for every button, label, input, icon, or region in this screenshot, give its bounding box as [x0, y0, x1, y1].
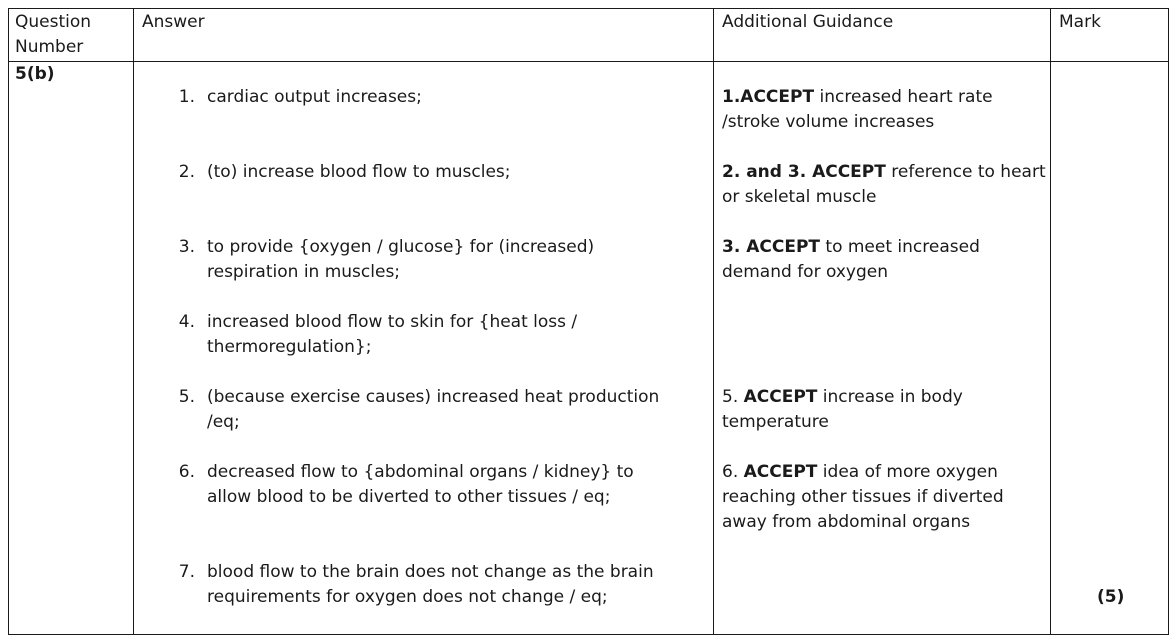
guidance-line: temperature	[722, 412, 829, 432]
answer-number: 2.	[178, 162, 195, 182]
guidance-line: 1.ACCEPT increased heart rate	[722, 87, 993, 107]
header-answer: Answer	[142, 12, 205, 32]
answer-text: (because exercise causes) increased heat production	[207, 387, 660, 407]
guidance-line: reaching other tissues if diverted	[722, 487, 1004, 507]
answer-text: blood flow to the brain does not change as the brain	[207, 562, 654, 582]
answer-text: thermoregulation};	[207, 337, 372, 357]
guidance-line: away from abdominal organs	[722, 512, 971, 532]
table-bottom-border	[8, 634, 1169, 635]
guidance-line: 6. ACCEPT idea of more oxygen	[722, 462, 998, 482]
answer-text: requirements for oxygen does not change / eq;	[207, 587, 608, 607]
table-left-border	[8, 8, 9, 635]
answer-text: respiration in muscles;	[207, 262, 401, 282]
mark-value: (5)	[1097, 587, 1125, 607]
guidance-line: 5. ACCEPT increase in body	[722, 387, 963, 407]
answer-text: allow blood to be diverted to other tissues / eq;	[207, 487, 611, 507]
answer-text: to provide {oxygen / glucose} for (increased)	[207, 237, 595, 257]
guidance-line: 3. ACCEPT to meet increased	[722, 237, 980, 257]
answer-number: 4.	[178, 312, 195, 332]
col-divider-mark	[1050, 8, 1051, 635]
header-additional-guidance: Additional Guidance	[722, 12, 894, 32]
header-mark: Mark	[1059, 12, 1101, 32]
table-top-border	[8, 8, 1169, 9]
guidance-line: /stroke volume increases	[722, 112, 935, 132]
header-question-number: Question Number	[15, 12, 92, 57]
guidance-line: or skeletal muscle	[722, 187, 877, 207]
answer-text: decreased flow to {abdominal organs / kidney} to	[207, 462, 634, 482]
guidance-line: demand for oxygen	[722, 262, 888, 282]
answer-text: (to) increase blood flow to muscles;	[207, 162, 511, 182]
answer-text: cardiac output increases;	[207, 87, 422, 107]
answer-text: increased blood flow to skin for {heat loss /	[207, 312, 578, 332]
answer-text: /eq;	[207, 412, 240, 432]
col-divider-answer	[133, 8, 134, 635]
header-bottom-border	[8, 61, 1169, 62]
col-divider-guidance	[713, 8, 714, 635]
guidance-line: 2. and 3. ACCEPT reference to heart	[722, 162, 1046, 182]
table-right-border	[1168, 8, 1169, 635]
answer-number: 5.	[178, 387, 195, 407]
question-number: 5(b)	[15, 64, 55, 84]
answer-number: 7.	[178, 562, 195, 582]
answer-number: 3.	[178, 237, 195, 257]
answer-number: 6.	[178, 462, 195, 482]
answer-number: 1.	[178, 87, 195, 107]
